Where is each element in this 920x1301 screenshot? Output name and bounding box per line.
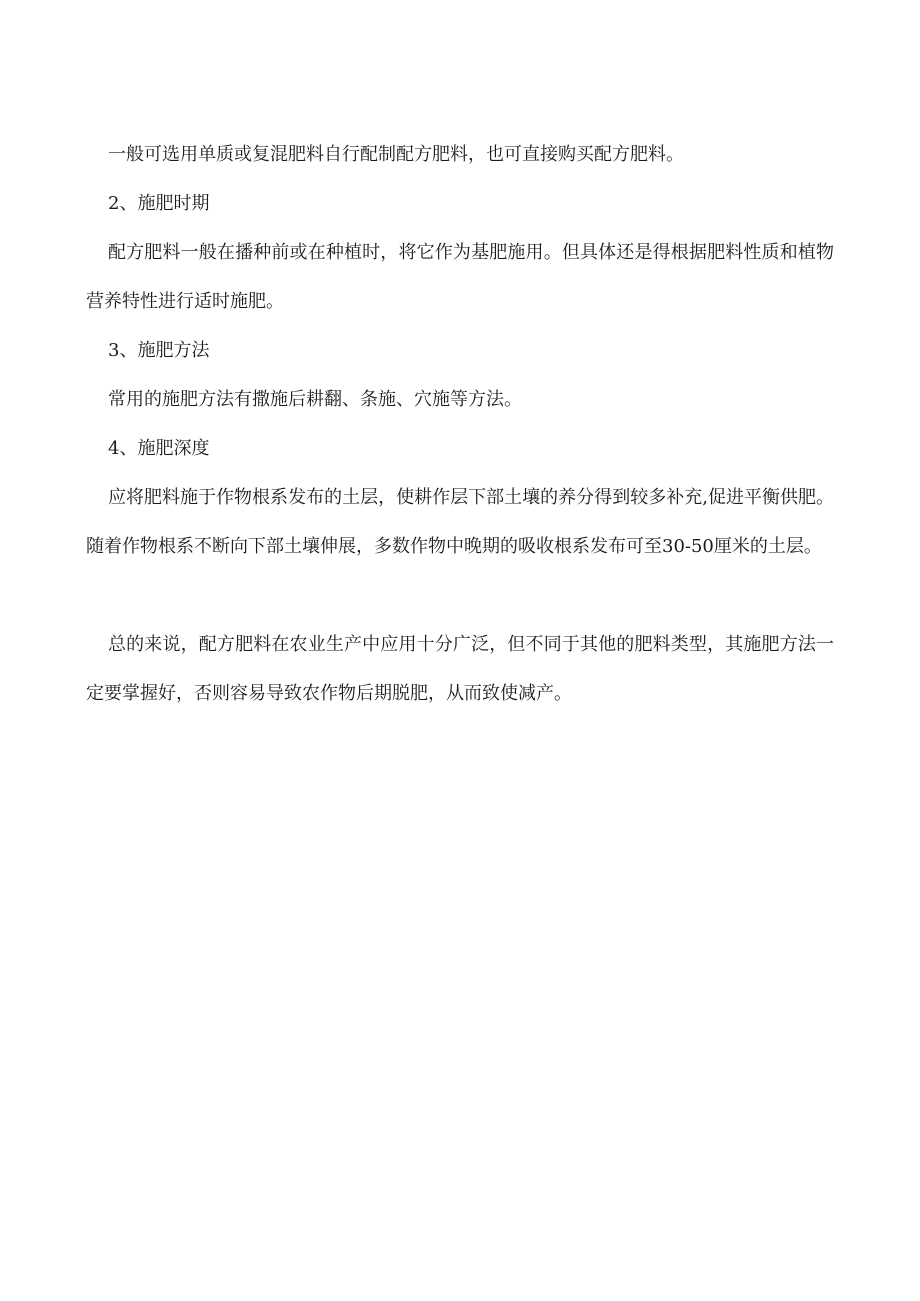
section-body-method: 常用的施肥方法有撒施后耕翻、条施、穴施等方法。	[108, 389, 522, 410]
section-body-depth: 应将肥料施于作物根系发布的土层，使耕作层下部土壤的养分得到较多补充,促进平衡供肥。随着作物根系不断向下部土壤伸展，多数作物中晚期的吸收根系发布可至30-50厘米的土层。	[86, 487, 834, 557]
section-heading-timing: 2、施肥时期	[108, 193, 210, 214]
intro-paragraph: 一般可选用单质或复混肥料自行配制配方肥料，也可直接购买配方肥料。	[108, 144, 684, 165]
paragraph-spacer	[86, 571, 834, 620]
conclusion-paragraph: 总的来说，配方肥料在农业生产中应用十分广泛，但不同于其他的肥料类型，其施肥方法一定要掌握好，否则容易导致农作物后期脱肥，从而致使减产。	[86, 634, 834, 704]
section-heading-depth: 4、施肥深度	[108, 438, 210, 459]
document-body	[86, 130, 834, 718]
section-heading-method: 3、施肥方法	[108, 340, 210, 361]
section-body-timing: 配方肥料一般在播种前或在种植时，将它作为基肥施用。但具体还是得根据肥料性质和植物营养特性进行适时施肥。	[86, 242, 834, 312]
